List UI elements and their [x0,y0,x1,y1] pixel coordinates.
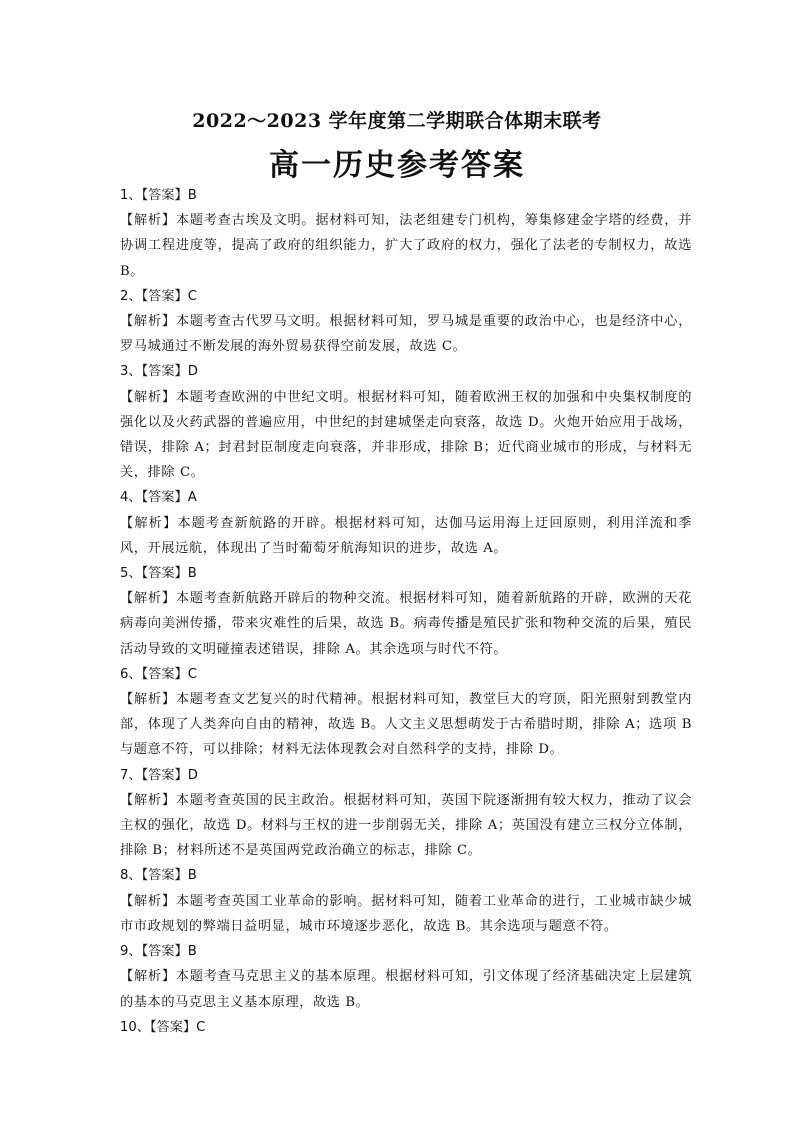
analysis-paragraph: 【解析】本题考查新航路的开辟。根据材料可知，达伽马运用海上迂回原则，利用洋流和季风，开展远航，体现出了当时葡萄牙航海知识的进步，故选 A。 [120,515,692,556]
analysis-paragraph: 【解析】本题考查古代罗马文明。根据材料可知，罗马城是重要的政治中心，也是经济中心，罗马城通过不断发展的海外贸易获得空前发展，故选 C。 [120,314,692,355]
answer-line: 9、【答案】B [120,944,197,960]
answer-line: 5、【答案】B [120,566,197,582]
answer-line: 6、【答案】C [120,666,197,682]
analysis-paragraph: 【解析】本题考查欧洲的中世纪文明。根据材料可知，随着欧洲王权的加强和中央集权制度的强化以及火药武器的普遍应用，中世纪的封建城堡走向衰落，故选 D。火炮开始应用于战场，错误，排除 A；封君封臣制度走向衰落，并非形成，排除 B；近代商业城市的形成，与材料无关，排除 C。 [120,389,692,481]
analysis-paragraph: 【解析】本题考查英国的民主政治。根据材料可知，英国下院逐渐拥有较大权力，推动了议会主权的强化，故选 D。材料与王权的进一步削弱无关，排除 A；英国没有建立三权分立体制，排除 B；材料所述不是英国两党政治确立的标志，排除 C。 [120,792,692,859]
analysis-paragraph: 【解析】本题考查文艺复兴的时代精神。根据材料可知，教堂巨大的穹顶，阳光照射到教堂内部，体现了人类奔向自由的精神，故选 B。人文主义思想萌发于古希腊时期，排除 A；选项 B 与题意不符，可以排除；材料无法体现教会对自然科学的支持，排除 D。 [120,692,692,758]
answer-line: 10、【答案】C [120,1019,206,1035]
analysis-paragraph: 【解析】本题考查英国工业革命的影响。据材料可知，随着工业革命的进行，工业城市缺少城市市政规划的弊端日益明显，城市环境逐步恶化，故选 B。其余选项与题意不符。 [120,893,692,934]
answer-line: 8、【答案】B [120,868,197,884]
analysis-paragraph: 【解析】本题考查古埃及文明。据材料可知，法老组建专门机构，筹集修建金字塔的经费，并协调工程进度等，提高了政府的组织能力，扩大了政府的权力，强化了法老的专制权力，故选 B。 [120,213,692,279]
answer-line: 3、【答案】D [120,364,198,380]
answer-line: 7、【答案】D [120,767,198,783]
analysis-paragraph: 【解析】本题考查马克思主义的基本原理。根据材料可知，引文体现了经济基础决定上层建筑的基本的马克思主义基本原理，故选 B。 [120,969,692,1010]
answer-line: 2、【答案】C [120,288,197,304]
answer-list [120,183,692,1040]
subject-title: 高一历史参考答案 [269,148,525,183]
analysis-paragraph: 【解析】本题考查新航路开辟后的物种交流。根据材料可知，随着新航路的开辟，欧洲的天花病毒向美洲传播，带来灾难性的后果，故选 B。病毒传播是殖民扩张和物种交流的后果，殖民活动导致的文明碰撞表述错误，排除 A。其余选项与时代不符。 [120,591,692,657]
exam-title: 2022～2023 学年度第二学期联合体期末联考 [192,110,602,132]
answer-line: 1、【答案】B [120,188,197,203]
answer-line: 4、【答案】A [120,490,197,506]
